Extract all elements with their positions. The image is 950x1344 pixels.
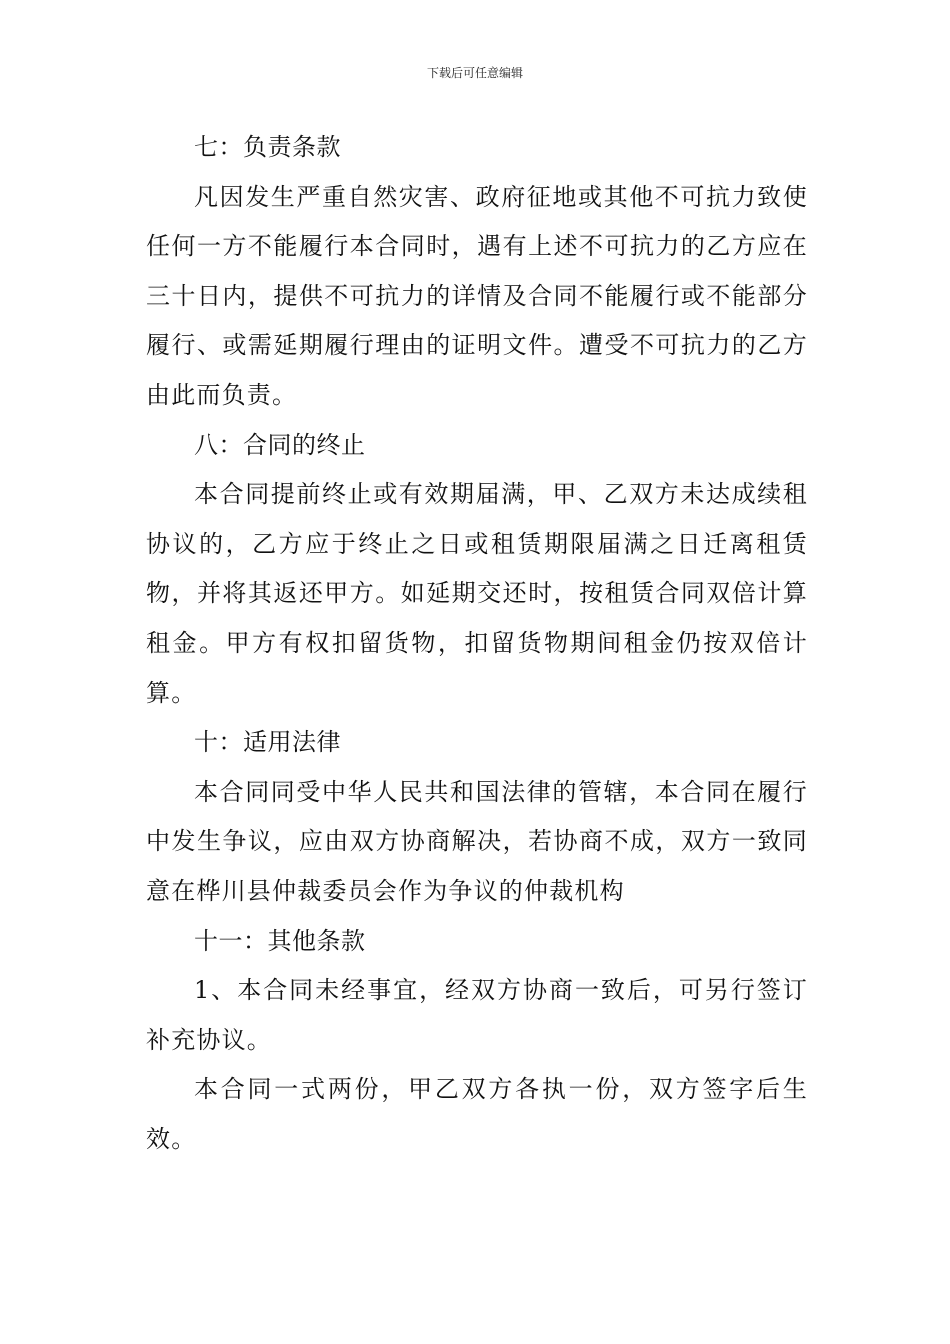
- section-heading-10: 十：适用法律: [194, 728, 341, 757]
- page-header: 下载后可任意编辑: [426, 66, 523, 80]
- section-paragraph-copies: 本合同一式两份，甲乙双方各执一份，双方签字后生效。: [146, 1075, 808, 1153]
- section-heading-11: 十一：其他条款: [194, 926, 366, 955]
- section-heading-8: 八：合同的终止: [194, 430, 366, 459]
- section-paragraph-force-majeure: 凡因发生严重自然灾害、政府征地或其他不可抗力致使任何一方不能履行本合同时，遇有上述不可抗力的乙方应在三十日内，提供不可抗力的详情及合同不能履行或不能部分履行、或需延期履行理由的证明文件。遭受不可抗力的乙方由此而负责。: [146, 182, 808, 409]
- document-body: [146, 123, 808, 1164]
- section-paragraph-supplement: 1、本合同未经事宜，经双方协商一致后，可另行签订补充协议。: [146, 976, 808, 1054]
- section-heading-7: 七：负责条款: [194, 133, 341, 161]
- section-paragraph-termination: 本合同提前终止或有效期届满，甲、乙双方未达成续租协议的，乙方应于终止之日或租赁期限届满之日迁离租赁物，并将其返还甲方。如延期交还时，按租赁合同双倍计算租金。甲方有权扣留货物，扣留货物期间租金仍按双倍计算。: [146, 480, 808, 707]
- section-paragraph-applicable-law: 本合同同受中华人民共和国法律的管辖，本合同在履行中发生争议，应由双方协商解决，若协商不成，双方一致同意在桦川县仲裁委员会作为争议的仲裁机构: [146, 777, 808, 905]
